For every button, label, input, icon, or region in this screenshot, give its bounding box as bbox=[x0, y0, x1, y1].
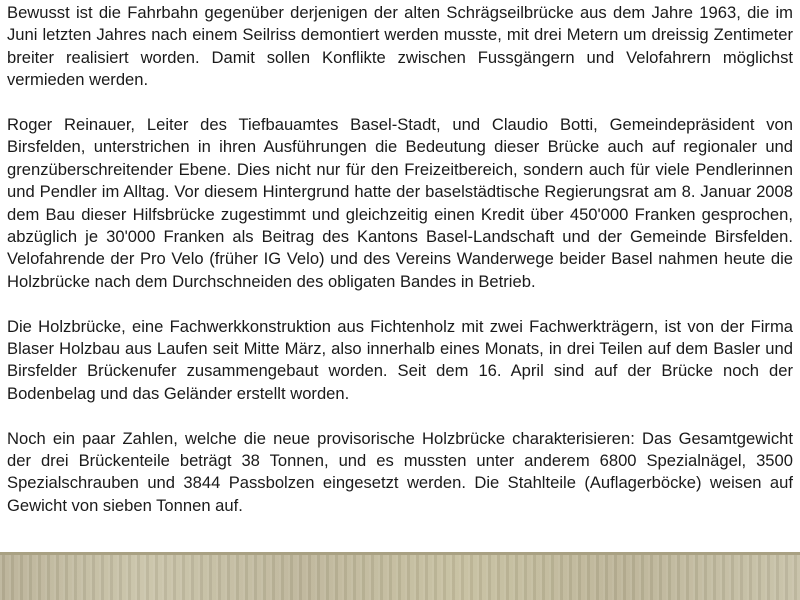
bottom-band-edge bbox=[0, 552, 800, 555]
bottom-background-band bbox=[0, 552, 800, 600]
paragraph-officials-statement: Roger Reinauer, Leiter des Tiefbauamtes Basel-Stadt, und Claudio Botti, Gemeindepräsident von Birsfelden, unterstrichen in ihren Ausführungen die Bedeutung dieser Brücke auch auf regionaler und grenzüberschreitender Ebene. Dies nicht nur für den Freizeitbereich, sondern auch für viele Pendlerinnen und Pendler im Alltag. Vor diesem Hintergrund hatte der baselstädtische Regierungsrat am 8. Januar 2008 dem Bau dieser Hilfsbrücke zugestimmt und gleichzeitig einen Kredit über 450'000 Franken gesprochen, abzüglich je 30'000 Franken als Beitrag des Kantons Basel-Landschaft und der Gemeinde Birsfelden. Velofahrende der Pro Velo (früher IG Velo) und des Vereins Wanderwege beider Basel nahmen heute die Holzbrücke nach dem Durchschneiden des obligaten Bandes in Betrieb. bbox=[7, 115, 793, 291]
paragraph-construction: Die Holzbrücke, eine Fachwerkkonstruktion aus Fichtenholz mit zwei Fachwerkträgern, ist von der Firma Blaser Holzbau aus Laufen seit Mitte März, also innerhalb eines Monats, in drei Teilen auf dem Basler und Birsfelder Brückenufer zusammengebaut worden. Seit dem 16. April sind auf der Brücke noch der Bodenbelag und das Geländer erstellt worden. bbox=[7, 316, 793, 403]
paragraph-facts-figures: Noch ein paar Zahlen, welche die neue provisorische Holzbrücke charakterisieren: Das Gesamtgewicht der drei Brückenteile beträgt 38 Tonnen, und es mussten unter anderem 6800 Spezialnägel, 3500 Spezialschrauben und 3844 Passbolzen eingesetzt werden. Die Stahlteile (Auflagerböcke) weisen auf Gewicht von sieben Tonnen auf. bbox=[7, 428, 793, 515]
paragraph-roadway-width: Bewusst ist die Fahrbahn gegenüber derjenigen der alten Schrägseilbrücke aus dem Jahre 1963, die im Juni letzten Jahres nach einem Seilriss demontiert werden musste, mit drei Metern um dreissig Zentimeter breiter realisiert worden. Damit sollen Konflikte zwischen Fussgängern und Velofahrern möglichst vermieden werden. bbox=[7, 3, 793, 90]
article-text bbox=[7, 2, 793, 517]
